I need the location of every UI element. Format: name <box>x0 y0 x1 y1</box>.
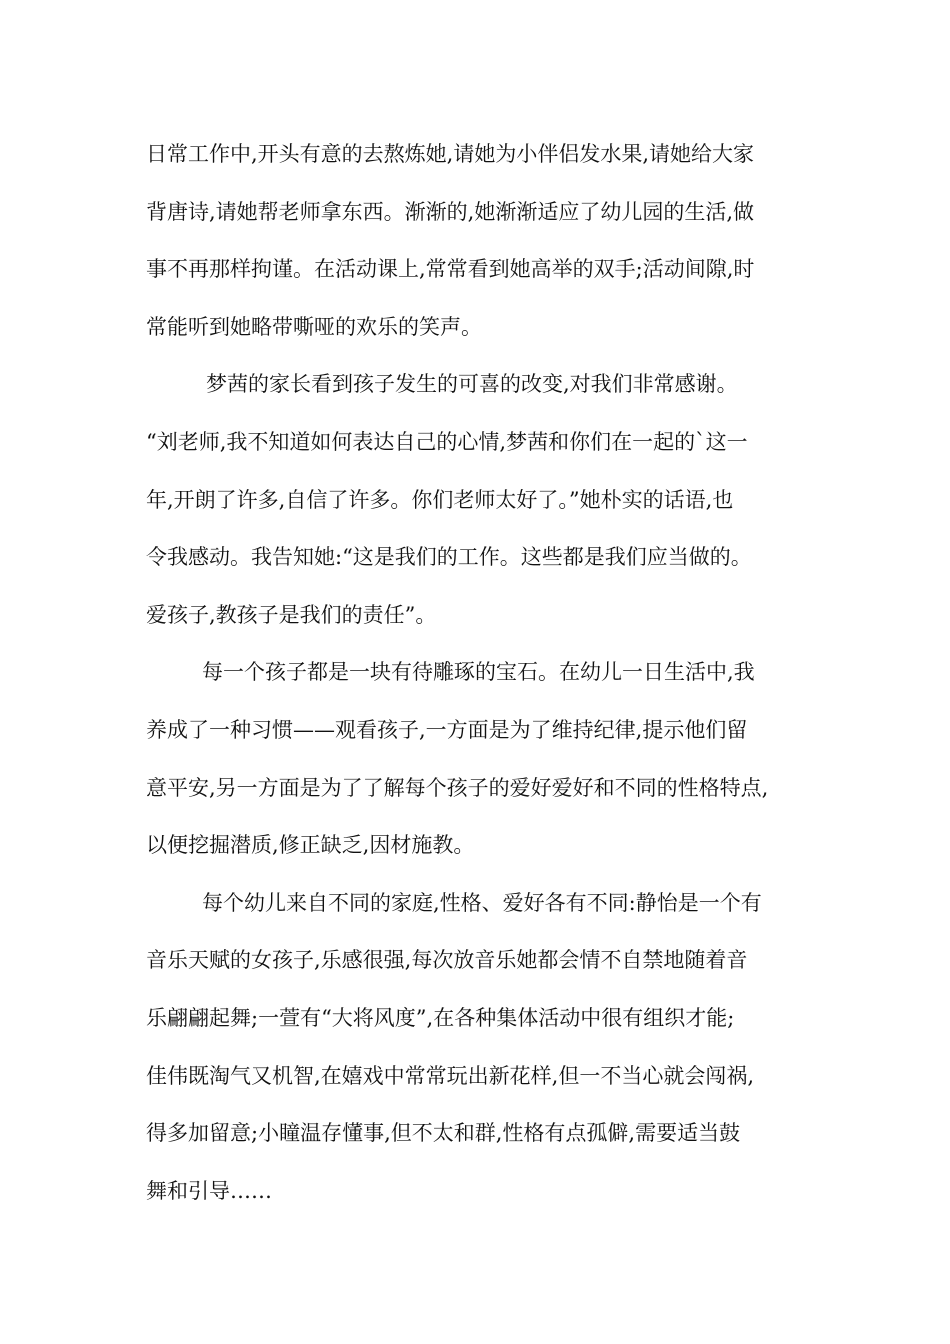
text-line: “刘老师,我不知道如何表达自己的心情,梦茜和你们在一起的`这一 <box>146 429 748 454</box>
text-line: 音乐天赋的女孩子,乐感很强,每次放音乐她都会情不自禁地随着音 <box>146 948 748 973</box>
text-line: 舞和引导…… <box>146 1178 272 1203</box>
text-line: 意平安,另一方面是为了了解每个孩子的爱好爱好和不同的性格特点, <box>146 775 769 800</box>
text-line: 令我感动。我告知她:“这是我们的工作。这些都是我们应当做的。 <box>146 545 752 570</box>
text-line: 佳伟既淘气又机智,在嬉戏中常常玩出新花样,但一不当心就会闯祸, <box>146 1063 755 1088</box>
body-text <box>146 132 816 1226</box>
text-line: 以便挖掘潜质,修正缺乏,因材施教。 <box>146 833 475 858</box>
text-line: 每一个孩子都是一块有待雕琢的宝石。在幼儿一日生活中,我 <box>202 660 755 685</box>
text-line: 乐翩翩起舞;一萱有“大将风度”,在各种集体活动中很有组织才能; <box>146 1005 735 1030</box>
text-line: 常能听到她略带嘶哑的欢乐的笑声。 <box>146 314 482 339</box>
text-line: 事不再那样拘谨。在活动课上,常常看到她高举的双手;活动间隙,时 <box>146 257 755 282</box>
text-line: 日常工作中,开头有意的去熬炼她,请她为小伴侣发水果,请她给大家 <box>146 142 755 166</box>
text-line: 养成了一种习惯——观看孩子,一方面是为了维持纪律,提示他们留 <box>146 717 748 742</box>
text-line: 爱孩子,教孩子是我们的责任”。 <box>146 602 437 627</box>
text-line: 每个幼儿来自不同的家庭,性格、爱好各有不同:静怡是一个有 <box>202 890 762 915</box>
text-line: 梦茜的家长看到孩子发生的可喜的改变,对我们非常感谢。 <box>206 372 738 397</box>
text-line: 年,开朗了许多,自信了许多。你们老师太好了。”她朴实的话语,也 <box>146 487 734 512</box>
text-line: 得多加留意;小瞳温存懂事,但不太和群,性格有点孤僻,需要适当鼓 <box>146 1121 741 1146</box>
text-line: 背唐诗,请她帮老师拿东西。渐渐的,她渐渐适应了幼儿园的生活,做 <box>146 199 755 224</box>
